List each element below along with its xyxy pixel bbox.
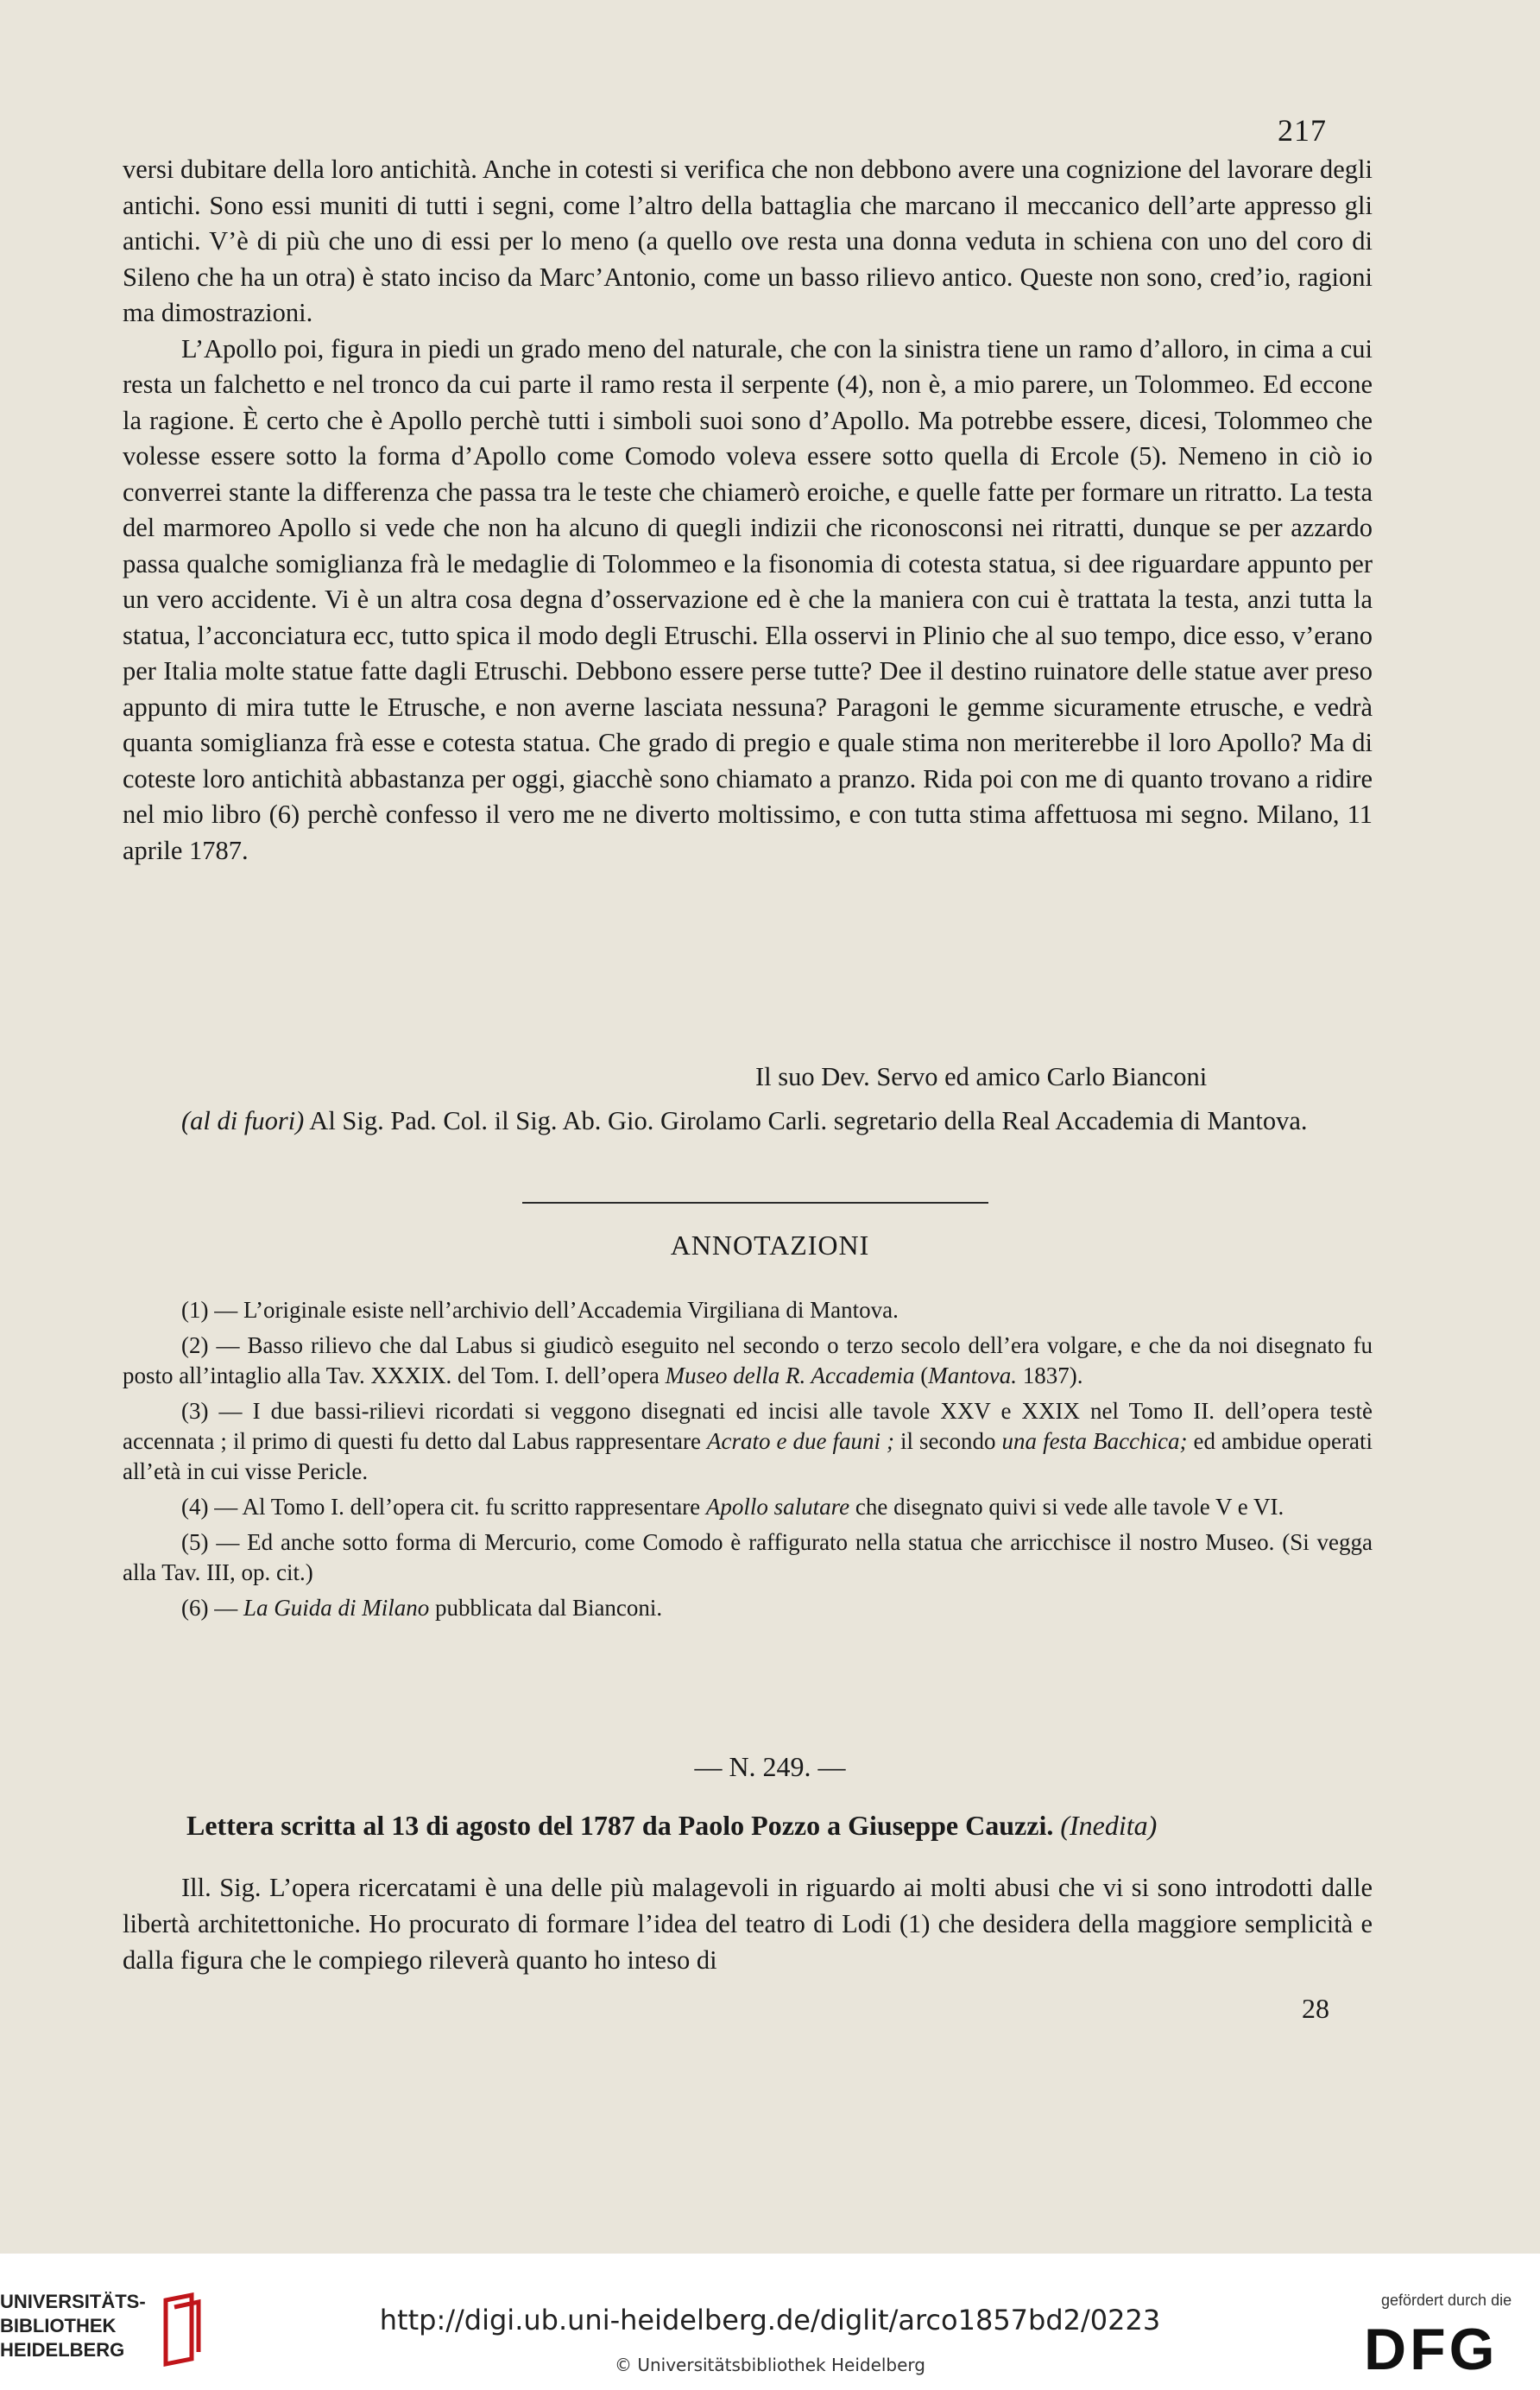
annotations-list (123, 1295, 1373, 1628)
signature-mark: 28 (1302, 1993, 1329, 2024)
note-item: (2) — Basso rilievo che dal Labus si giudicò eseguito nel secondo o terzo secolo dell’era volgare, e che da noi disegnato fu posto all’intaglio alla Tav. XXXIX. del Tom. I. dell’opera Museo della R. Accademia (Mantova. 1837). (123, 1332, 1373, 1388)
letter-text (123, 152, 1373, 869)
address (123, 1103, 1373, 1140)
permalink[interactable]: http://digi.ub.uni-heidelberg.de/diglit/arco1857bd2/0223 (379, 2304, 1161, 2336)
paragraph: versi dubitare della loro antichità. Anche in cotesti si verifica che non debbono avere una cognizione del lavorare degli antichi. Sono essi muniti di tutti i segni, come l’altro della battaglia che marcano il meccanico dell’arte appresso gli antichi. V’è di più che uno di essi per lo meno (a quello ove resta una donna veduta in schiena con uno del coro di Sileno che ha un otra) è stato inciso da Marc’Antonio, come un basso rilievo antico. Queste non sono, cred’io, ragioni ma dimostrazioni. (123, 155, 1373, 327)
address-label: (al di fuori) (181, 1106, 305, 1135)
dfg-logo[interactable]: DFG (1364, 2317, 1499, 2382)
library-logo[interactable]: UNIVERSITÄTS- BIBLIOTHEK HEIDELBERG (0, 2291, 146, 2361)
paragraph: L’Apollo poi, figura in piedi un grado meno del naturale, che con la sinistra tiene un ramo d’alloro, in cima a cui resta un falchetto e nel tronco da cui parte il ramo resta il serpente (4), non è, a mio parere, un Tolommeo. Ed eccone la ragione. È certo che è Apollo perchè tutti i simboli suoi sono d’Apollo. Ma potrebbe essere, dicesi, Tolommeo che volesse essere sotto la forma d’Apollo come Comodo voleva essere sotto quella di Ercole (5). Nemeno in ciò io converrei stante la differenza che passa tra le teste che chiamerò eroiche, e quelle fatte per formare un ritratto. La testa del marmoreo Apollo si vede che non ha alcuno di quegli indizii che riconosconsi nei ritratti, dunque se per azzardo passa qualche somiglianza frà le medaglie di Tolommeo e la fisonomia di cotesta statua, si dee riguardare appunto per un vero accidente. Vi è un altra cosa degna d’osservazione ed è che la maniera con cui è trattata la testa, anzi tutta la statua, l’acconciatura ecc, tutto spica il modo degli Etruschi. Ella osservi in Plinio che al suo tempo, dice esso, v’erano per Italia molte statue fatte dagli Etruschi. Debbono essere perse tutte? Dee il destino ruinatore delle statue aver preso appunto di mira tutte le Etrusche, e non averne lasciata nessuna? Paragoni le gemme sicuramente etrusche, e vedrà quanta somiglianza frà esse e cotesta statua. Che grado di pregio e quale stima non meriterebbe il loro Apollo? Ma di coteste loro antichità abbastanza per oggi, giacchè sono chiamato a pranzo. Rida poi con me di quanto trovano a ridire nel mio libro (6) perchè confesso il vero me ne diverto moltissimo, e con tutta stima affettuosa mi segno. Milano, 11 aprile 1787. (123, 333, 1373, 865)
funding-caption: gefördert durch die (1381, 2292, 1512, 2309)
note-item: (3) — I due bassi-rilievi ricordati si veggono disegnati ed incisi alle tavole XXV e XXIX nel Tomo II. dell’opera testè accennata ; il primo di questi fu detto dal Labus rappresentare Acrato e due fauni ; il secondo una festa Bacchica; ed ambidue operati all’età in cui visse Pericle. (123, 1398, 1373, 1484)
note-item: (4) — Al Tomo I. dell’opera cit. fu scritto rappresentare Apollo salutare che disegnato quivi si vede alle tavole V e VI. (181, 1494, 1284, 1520)
letter-number: — N. 249. — (694, 1751, 846, 1782)
note-item: (6) — La Guida di Milano pubblicata dal Bianconi. (181, 1595, 663, 1621)
copyright-text: © Universitätsbibliothek Heidelberg (614, 2355, 925, 2375)
signature: Il suo Dev. Servo ed amico Carlo Bianconi (755, 1062, 1208, 1091)
note-item: (5) — Ed anche sotto forma di Mercurio, come Comodo è raffigurato nella statua che arricchisce il nostro Museo. (Si vegga alla Tav. III, op. cit.) (123, 1529, 1373, 1585)
letter-body: Ill. Sig. L’opera ricercatami è una delle più malagevoli in riguardo ai molti abusi che vi si sono introdotti dalle libertà architettoniche. Ho procurato di formare l’idea del teatro di Lodi (1) che desidera della maggiore semplicità e dalla figura che le compiego rileverà quanto ho inteso di (123, 1873, 1373, 1975)
note-item: (1) — L’originale esiste nell’archivio dell’Accademia Virgiliana di Mantova. (181, 1297, 899, 1323)
page-number: 217 (1278, 113, 1327, 148)
divider (522, 1202, 988, 1204)
annotations-heading: ANNOTAZIONI (670, 1230, 870, 1261)
address-text: Al Sig. Pad. Col. il Sig. Ab. Gio. Girolamo Carli. segretario della Real Accademia di Mantova. (309, 1106, 1308, 1135)
letter-title: Lettera scritta al 13 di agosto del 1787 da Paolo Pozzo a Giuseppe Cauzzi. (Inedita) (186, 1810, 1158, 1841)
